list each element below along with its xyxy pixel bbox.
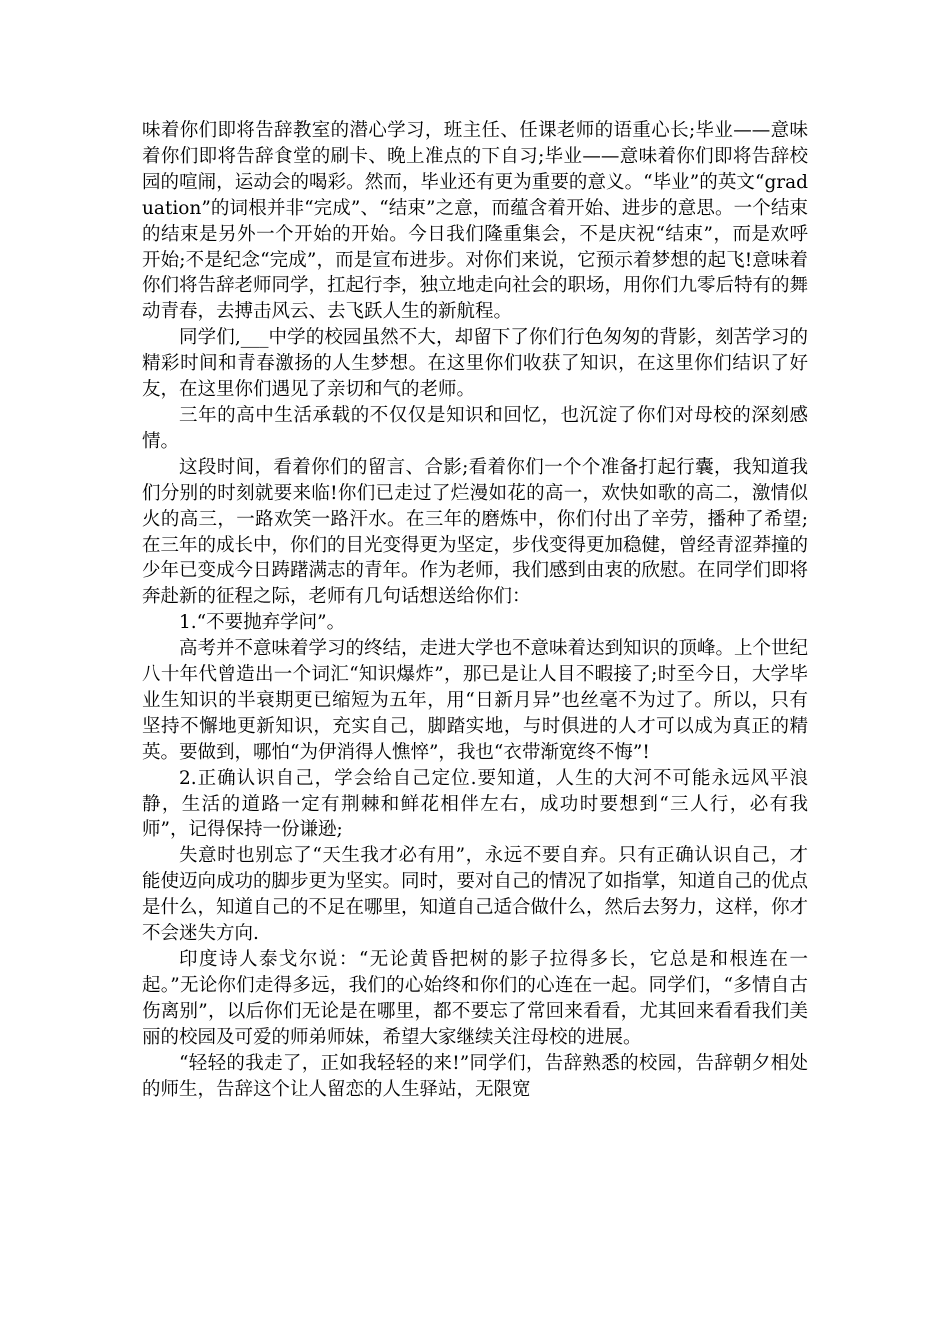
paragraph-3: 三年的高中生活承载的不仅仅是知识和回忆，也沉淀了你们对母校的深刻感情。 [142,404,808,452]
paragraph-10: “轻轻的我走了，正如我轻轻的来!”同学们，告辞熟悉的校园，告辞朝夕相处的师生，告辞这个让人留恋的人生驿站，无限宽 [142,1052,808,1100]
paragraph-8: 失意时也别忘了“天生我才必有用”，永远不要自弃。只有正确认识自己，才能使迈向成功的脚步更为坚实。同时，要对自己的情况了如指掌，知道自己的优点是什么，知道自己的不足在哪里，知道自己适合做什么，然后去努力，这样，你才不会迷失方向. [142,845,809,945]
paragraph-5: 1.“不要抛弃学问”。 [179,612,346,634]
paragraph-6: 高考并不意味着学习的终结，走进大学也不意味着达到知识的顶峰。上个世纪八十年代曾造出一个词汇“知识爆炸”，那已是让人目不暇接了;时至今日，大学毕业生知识的半衰期更已缩短为五年，用“日新月异”也丝毫不为过了。所以，只有坚持不懈地更新知识，充实自己，脚踏实地，与时俱进的人才可以成为真正的精英。要做到，哪怕“为伊消得人憔悴”，我也“衣带渐宽终不悔”! [142,638,809,763]
paragraph-7: 2.正确认识自己，学会给自己定位.要知道，人生的大河不可能永远风平浪静，生活的道路一定有荆棘和鲜花相伴左右，成功时要想到“三人行，必有我师”，记得保持一份谦逊; [142,767,808,841]
document-page [142,118,808,1102]
paragraph-9: 印度诗人泰戈尔说：“无论黄昏把树的影子拉得多长，它总是和根连在一起。”无论你们走得多远，我们的心始终和你们的心连在一起。同学们，“多情自古伤离别”，以后你们无论是在哪里，都不要忘了常回来看看，尤其回来看看我们美丽的校园及可爱的师弟师妹，希望大家继续关注母校的进展。 [142,949,808,1048]
paragraph-1: 味着你们即将告辞教室的潜心学习，班主任、任课老师的语重心长;毕业——意味着你们即将告辞食堂的刷卡、晚上准点的下自习;毕业——意味着你们即将告辞校园的喧闹，运动会的喝彩。然而，毕业还有更为重要的意义。“毕业”的英文“graduation”的词根并非“完成”、“结束”之意，而蕴含着开始、进步的意思。一个结束的结束是另外一个开始的开始。今日我们隆重集会，不是庆祝“结束”，而是欢呼开始;不是纪念“完成”，而是宣布进步。对你们来说，它预示着梦想的起飞!意味着你们将告辞老师同学，扛起行李，独立地走向社会的职场，用你们九零后特有的舞动青春，去搏击风云、去飞跃人生的新航程。 [142,120,809,323]
paragraph-2: 同学们,___中学的校园虽然不大，却留下了你们行色匆匆的背影，刻苦学习的精彩时间和青春激扬的人生梦想。在这里你们收获了知识，在这里你们结识了好友，在这里你们遇见了亲切和气的老师。 [142,327,808,401]
paragraph-4: 这段时间，看着你们的留言、合影;看着你们一个个准备打起行囊，我知道我们分别的时刻就要来临!你们已走过了烂漫如花的高一，欢快如歌的高二，激情似火的高三，一路欢笑一路汗水。在三年的磨炼中，你们付出了辛劳，播种了希望;在三年的成长中，你们的目光变得更为坚定，步伐变得更加稳健，曾经青涩莽撞的少年已变成今日踌躇满志的青年。作为老师，我们感到由衷的欣慰。在同学们即将奔赴新的征程之际，老师有几句话想送给你们： [142,456,809,608]
